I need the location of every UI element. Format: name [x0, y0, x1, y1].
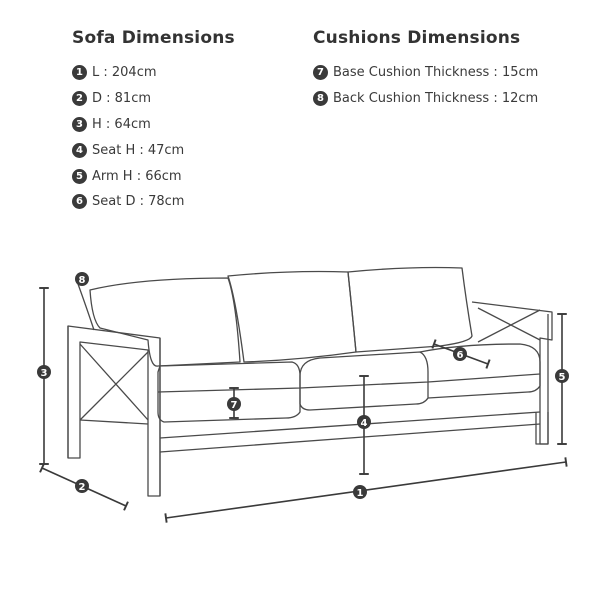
marker-5-badge: 5 — [72, 169, 87, 184]
marker-7-badge: 7 — [313, 65, 328, 80]
spec-base-cushion-thickness: Base Cushion Thickness : 15cm — [333, 65, 539, 81]
marker-2-label: 2 — [78, 482, 86, 493]
back-cushion-right — [348, 268, 472, 353]
spec-seat-depth: Seat D : 78cm — [92, 194, 185, 210]
marker-4-badge: 4 — [72, 143, 87, 158]
seat-cushion-right — [420, 344, 540, 398]
marker-8-badge: 8 — [313, 91, 328, 106]
marker-4-label: 4 — [360, 418, 368, 429]
right-arm-x — [478, 308, 540, 342]
spec-seat-height: Seat H : 47cm — [92, 142, 185, 158]
marker-2 — [75, 479, 89, 493]
spec-depth: D : 81cm — [92, 91, 152, 107]
marker-3-label: 3 — [40, 368, 48, 379]
marker-8-label: 8 — [78, 275, 86, 286]
right-arm-frame — [472, 302, 552, 444]
back-cushion-middle — [228, 272, 356, 363]
marker-6 — [453, 347, 467, 361]
marker-1 — [353, 485, 367, 499]
marker-5-label: 5 — [558, 372, 566, 383]
marker-3-badge: 3 — [72, 117, 87, 132]
left-arm-frame — [68, 326, 160, 496]
marker-5 — [555, 369, 569, 383]
left-arm-x — [80, 344, 148, 424]
sofa-dimensions-heading: Sofa Dimensions — [72, 28, 235, 48]
marker-6-label: 6 — [456, 350, 464, 361]
front-leg-right — [536, 412, 548, 444]
marker-2-badge: 2 — [72, 91, 87, 106]
left-arm-inner — [68, 326, 160, 496]
sofa-outline — [68, 268, 552, 497]
cushions-dimensions-heading: Cushions Dimensions — [313, 28, 521, 48]
spec-length: L : 204cm — [92, 65, 157, 81]
marker-4 — [357, 415, 371, 429]
marker-7-label: 7 — [230, 400, 238, 411]
base-rail — [160, 412, 540, 452]
back-cushion-left — [90, 278, 240, 366]
dimension-lines — [42, 288, 566, 518]
seat-front-line — [158, 374, 540, 392]
spec-arm-height: Arm H : 66cm — [92, 168, 182, 184]
marker-1-badge: 1 — [72, 65, 87, 80]
spec-height: H : 64cm — [92, 116, 151, 132]
marker-8 — [75, 272, 89, 286]
marker-3 — [37, 365, 51, 379]
marker-1-label: 1 — [356, 488, 364, 499]
spec-back-cushion-thickness: Back Cushion Thickness : 12cm — [333, 91, 539, 107]
marker-6-badge: 6 — [72, 194, 87, 209]
marker-7 — [227, 397, 241, 411]
